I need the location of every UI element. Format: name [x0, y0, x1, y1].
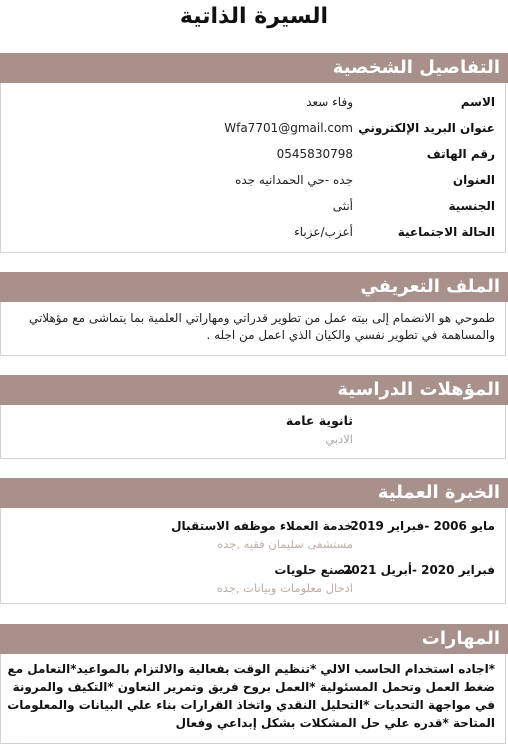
- section-heading-personal: التفاصيل الشخصية: [0, 53, 508, 83]
- experience-subtitle: مستشفى سليمان فقيه ,جده: [217, 537, 353, 551]
- detail-row-nationality: [0, 199, 505, 221]
- skills-box: [0, 654, 506, 744]
- experience-title: مصنع حلويات: [274, 563, 353, 577]
- document-title: السيرة الذاتية: [179, 4, 329, 29]
- detail-value: وفاء سعد: [306, 95, 353, 109]
- detail-value: أنثى: [332, 199, 353, 213]
- section-heading-experience: الخبرة العملية: [0, 478, 508, 508]
- profile-text: طموحي هو الانضمام إلى بيته عمل من تطوير قدراتي ومهاراتي العلمية بما يتماشى مع مؤهلاتي والمساهمة في تطوير نفسي والكيان الذي اعمل من اجله .: [28, 311, 495, 342]
- detail-label: الاسم: [460, 95, 495, 109]
- education-title: ثانوية عامة: [285, 413, 353, 428]
- skills-text: *اجاده استخدام الحاسب الالي *تنظيم الوقت بفعالية والالتزام بالمواعيد*التعامل مع ضغط العمل وتحمل المسئولية *العمل بروح فريق وتمرير التعاون *التكيف والمرونة في مواجهة التحديات *التحليل النقدي واتخاذ القرارات بناء علي البيانات والمعلومات المتاحة *قدره علي حل المشكلات بشكل إبداعي وفعال: [7, 662, 495, 730]
- section-heading-education: المؤهلات الدراسية: [0, 375, 508, 405]
- detail-value: 0545830798: [276, 147, 353, 161]
- experience-title: خدمة العملاء موظفه الاستقبال: [171, 519, 353, 533]
- detail-row-phone: [0, 147, 505, 169]
- experience-date: فبراير 2020 -أبريل 2021: [343, 563, 495, 577]
- detail-label: الحالة الاجتماعية: [397, 225, 495, 239]
- detail-label: رقم الهاتف: [426, 147, 495, 161]
- section-heading-skills: المهارات: [0, 624, 508, 654]
- detail-label: العنوان: [452, 173, 495, 187]
- detail-label: الجنسية: [448, 199, 495, 213]
- detail-value: أعزب/عزباء: [294, 225, 353, 239]
- personal-details-box: [0, 83, 506, 253]
- education-box: [0, 405, 506, 459]
- experience-subtitle: ادخال معلومات وبيانات ,جده: [216, 581, 353, 595]
- section-heading-profile: الملف التعريفي: [0, 272, 508, 302]
- experience-box: [0, 508, 506, 604]
- education-subtitle: الادبي: [325, 432, 353, 446]
- profile-box: [0, 302, 506, 356]
- detail-row-address: [0, 173, 505, 195]
- detail-value: Wfa7701@gmail.com: [224, 121, 353, 135]
- detail-row-marital: [0, 225, 505, 247]
- detail-row-email: [0, 121, 505, 143]
- detail-value: جده -حي الحمدانيه جده: [235, 173, 353, 187]
- detail-row-name: [0, 95, 505, 117]
- experience-date: مايو 2006 -فبراير 2019: [350, 519, 495, 533]
- detail-label: عنوان البريد الإلكتروني: [358, 121, 495, 135]
